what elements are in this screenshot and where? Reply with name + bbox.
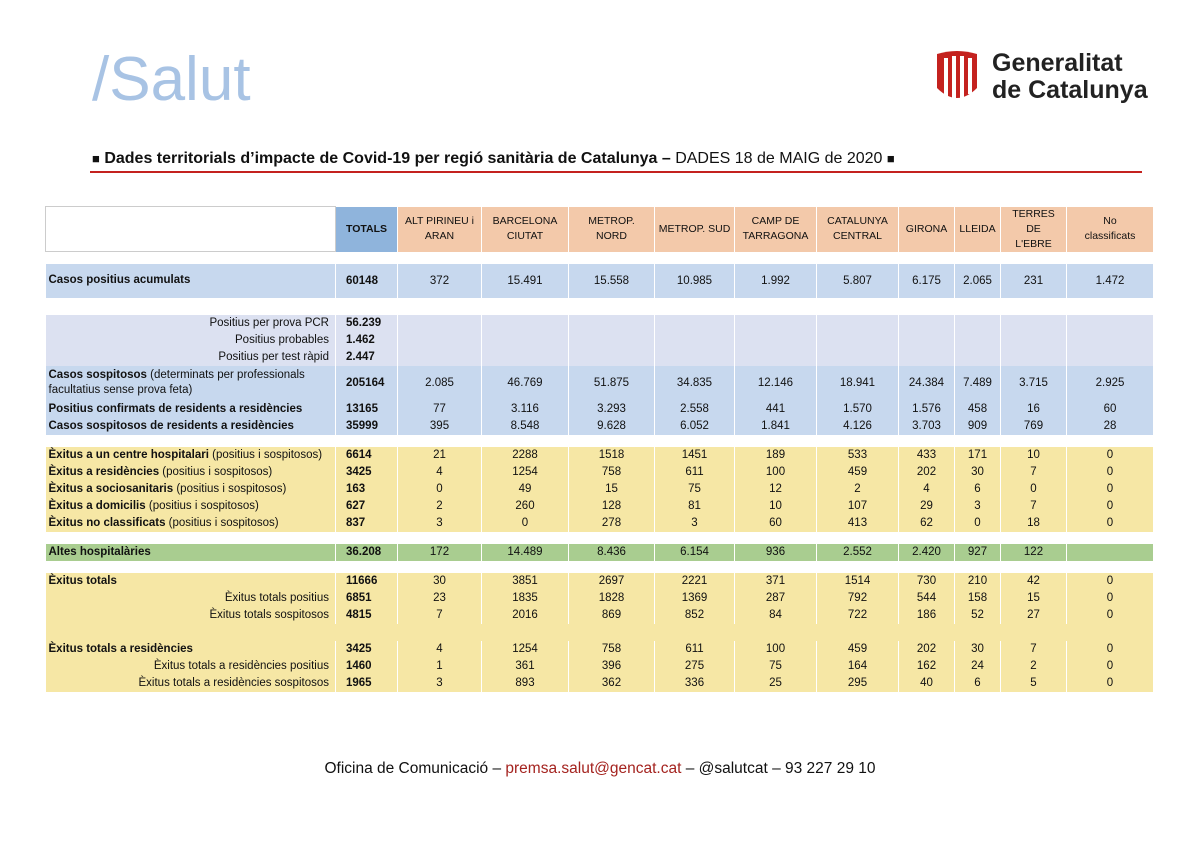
region-value-cell [817,315,899,332]
row-label [46,498,336,515]
total-cell: 2.447 [336,349,398,366]
row-label-bold: Èxitus a sociosanitaris [48,482,174,495]
covid-data-table [45,206,1154,692]
region-value-cell [655,332,735,349]
region-value-cell: 231 [1001,264,1067,298]
column-header: ALT PIRINEU i ARAN [398,207,482,252]
region-value-cell: 1.570 [817,401,899,418]
region-value-cell: 15.558 [569,264,655,298]
region-value-cell: 758 [569,464,655,481]
row-label: Altes hospitalàries [46,544,336,561]
region-value-cell: 2.085 [398,366,482,401]
region-value-cell: 1.841 [735,418,817,435]
region-value-cell: 6 [955,675,1001,692]
footer-office: Oficina de Comunicació – [324,760,502,777]
region-value-cell: 0 [1067,447,1154,464]
region-value-cell: 12.146 [735,366,817,401]
total-cell: 60148 [336,264,398,298]
row-label-note: (positius i sospitosos) [168,516,279,529]
region-value-cell: 4 [398,464,482,481]
header-row [46,207,1154,252]
region-value-cell [817,332,899,349]
region-value-cell: 2.925 [1067,366,1154,401]
row-label [46,515,336,532]
region-value-cell [1067,544,1154,561]
row-label: Èxitus totals a residències [46,641,336,658]
region-value-cell: 893 [482,675,569,692]
region-value-cell [398,349,482,366]
region-value-cell: 77 [398,401,482,418]
table-row [46,332,1154,349]
footer-handle-phone: – @salutcat – 93 227 29 10 [685,760,876,777]
total-cell: 1965 [336,675,398,692]
footer-contact [0,760,1200,778]
region-value-cell: 295 [817,675,899,692]
region-value-cell: 1.992 [735,264,817,298]
region-value-cell: 1 [398,658,482,675]
row-label: Casos sospitosos de residents a residències [46,418,336,435]
region-value-cell [655,349,735,366]
table-row [46,481,1154,498]
region-value-cell [955,349,1001,366]
region-value-cell: 2.065 [955,264,1001,298]
header-blank-cell [46,207,336,252]
region-value-cell: 441 [735,401,817,418]
region-value-cell: 186 [899,607,955,624]
table-row [46,264,1154,298]
region-value-cell: 1254 [482,464,569,481]
region-value-cell: 21 [398,447,482,464]
region-value-cell: 5.807 [817,264,899,298]
region-value-cell: 10.985 [655,264,735,298]
region-value-cell: 6 [955,481,1001,498]
region-value-cell: 758 [569,641,655,658]
region-value-cell [1067,349,1154,366]
region-value-cell: 3851 [482,573,569,590]
region-value-cell: 1.576 [899,401,955,418]
generalitat-logo [934,50,1148,104]
row-label-note: (determinats per professionals facultatius sense prova feta) [48,369,305,396]
region-value-cell: 15 [569,481,655,498]
region-value-cell: 24.384 [899,366,955,401]
heading-date: DADES 18 de MAIG de 2020 [675,150,883,167]
region-value-cell: 0 [1067,675,1154,692]
region-value-cell: 60 [1067,401,1154,418]
row-label: Èxitus totals a residències sospitosos [46,675,336,692]
logo-line-2: de Catalunya [992,76,1148,104]
table-row [46,464,1154,481]
column-header: No classificats [1067,207,1154,252]
total-cell: 627 [336,498,398,515]
region-value-cell: 2.552 [817,544,899,561]
region-value-cell: 42 [1001,573,1067,590]
table-row [46,315,1154,332]
region-value-cell [398,332,482,349]
column-header: METROP. SUD [655,207,735,252]
region-value-cell: 1451 [655,447,735,464]
region-value-cell: 458 [955,401,1001,418]
total-cell: 205164 [336,366,398,401]
region-value-cell: 30 [955,464,1001,481]
row-label: Positius probables [46,332,336,349]
region-value-cell: 2016 [482,607,569,624]
region-value-cell [398,315,482,332]
table-row [46,658,1154,675]
total-cell: 837 [336,515,398,532]
region-value-cell: 202 [899,641,955,658]
total-cell: 1.462 [336,332,398,349]
table-row [46,498,1154,515]
region-value-cell: 100 [735,641,817,658]
region-value-cell [1001,332,1067,349]
region-value-cell: 162 [899,658,955,675]
senyera-emblem-icon [934,50,980,104]
row-label: Èxitus totals [46,573,336,590]
region-value-cell: 336 [655,675,735,692]
row-label-bold: Èxitus a residències [48,465,160,478]
region-value-cell: 0 [482,515,569,532]
region-value-cell: 260 [482,498,569,515]
row-label-bold: Èxitus a un centre hospitalari [48,448,209,461]
region-value-cell: 52 [955,607,1001,624]
page-heading [92,150,895,168]
region-value-cell: 6.052 [655,418,735,435]
region-value-cell: 3.715 [1001,366,1067,401]
total-cell: 163 [336,481,398,498]
region-value-cell: 852 [655,607,735,624]
region-value-cell: 3 [398,675,482,692]
region-value-cell: 7 [1001,464,1067,481]
region-value-cell: 27 [1001,607,1067,624]
region-value-cell: 4 [899,481,955,498]
region-value-cell: 81 [655,498,735,515]
region-value-cell: 361 [482,658,569,675]
region-value-cell: 2288 [482,447,569,464]
row-label: Positius confirmats de residents a residències [46,401,336,418]
region-value-cell: 171 [955,447,1001,464]
region-value-cell: 2221 [655,573,735,590]
region-value-cell: 30 [398,573,482,590]
region-value-cell: 75 [735,658,817,675]
region-value-cell: 0 [1067,590,1154,607]
heading-divider [90,171,1142,173]
table-row [46,675,1154,692]
column-header: GIRONA [899,207,955,252]
region-value-cell [569,315,655,332]
total-cell: 36.208 [336,544,398,561]
column-header: LLEIDA [955,207,1001,252]
region-value-cell: 1369 [655,590,735,607]
region-value-cell: 0 [1067,464,1154,481]
region-value-cell: 15 [1001,590,1067,607]
region-value-cell: 287 [735,590,817,607]
square-bullet-icon: ■ [886,151,895,166]
row-label: Casos positius acumulats [46,264,336,298]
region-value-cell: 4 [398,641,482,658]
column-header: CATALUNYA CENTRAL [817,207,899,252]
region-value-cell: 172 [398,544,482,561]
row-label: Positius per test ràpid [46,349,336,366]
region-value-cell: 0 [955,515,1001,532]
table-row [46,366,1154,401]
region-value-cell: 3 [398,515,482,532]
region-value-cell: 1.472 [1067,264,1154,298]
region-value-cell: 5 [1001,675,1067,692]
region-value-cell [569,332,655,349]
region-value-cell: 34.835 [655,366,735,401]
region-value-cell: 372 [398,264,482,298]
region-value-cell: 25 [735,675,817,692]
region-value-cell: 8.548 [482,418,569,435]
row-label [46,464,336,481]
table-row [46,447,1154,464]
region-value-cell: 210 [955,573,1001,590]
region-value-cell: 18.941 [817,366,899,401]
heading-title: Dades territorials d’impacte de Covid-19 per regió sanitària de Catalunya – [104,150,671,167]
table-row [46,573,1154,590]
region-value-cell [899,332,955,349]
region-value-cell: 0 [1067,573,1154,590]
region-value-cell: 6.175 [899,264,955,298]
region-value-cell: 3.293 [569,401,655,418]
region-value-cell: 544 [899,590,955,607]
table-row [46,515,1154,532]
region-value-cell: 0 [1067,641,1154,658]
region-value-cell: 7 [1001,498,1067,515]
region-value-cell [817,349,899,366]
square-bullet-icon: ■ [92,151,100,166]
region-value-cell: 2 [398,498,482,515]
region-value-cell: 730 [899,573,955,590]
row-label-bold: Èxitus a domicilis [48,499,146,512]
salut-brand: /Salut [92,45,251,114]
region-value-cell: 10 [735,498,817,515]
total-cell: 3425 [336,464,398,481]
region-value-cell: 7 [1001,641,1067,658]
region-value-cell: 18 [1001,515,1067,532]
region-value-cell [569,349,655,366]
region-value-cell: 4.126 [817,418,899,435]
row-label: Èxitus totals a residències positius [46,658,336,675]
column-header: CAMP DE TARRAGONA [735,207,817,252]
column-header: TOTALS [336,207,398,252]
region-value-cell: 100 [735,464,817,481]
region-value-cell: 202 [899,464,955,481]
region-value-cell [899,315,955,332]
region-value-cell: 24 [955,658,1001,675]
region-value-cell: 0 [1067,498,1154,515]
region-value-cell: 1254 [482,641,569,658]
table-row [46,590,1154,607]
total-cell: 56.239 [336,315,398,332]
region-value-cell: 51.875 [569,366,655,401]
region-value-cell: 1514 [817,573,899,590]
region-value-cell: 769 [1001,418,1067,435]
region-value-cell [482,349,569,366]
region-value-cell: 0 [398,481,482,498]
column-header: METROP. NORD [569,207,655,252]
total-cell: 13165 [336,401,398,418]
region-value-cell: 107 [817,498,899,515]
row-label-bold: Èxitus no classificats [48,516,166,529]
region-value-cell: 611 [655,464,735,481]
region-value-cell: 275 [655,658,735,675]
region-value-cell: 611 [655,641,735,658]
region-value-cell [1001,349,1067,366]
table-row [46,641,1154,658]
row-label-bold: Casos sospitosos [48,369,147,381]
region-value-cell [482,332,569,349]
region-value-cell: 1518 [569,447,655,464]
region-value-cell: 792 [817,590,899,607]
region-value-cell: 371 [735,573,817,590]
region-value-cell: 927 [955,544,1001,561]
region-value-cell: 84 [735,607,817,624]
row-label-note: (positius i sospitosos) [162,465,273,478]
region-value-cell: 164 [817,658,899,675]
region-value-cell: 28 [1067,418,1154,435]
total-cell: 3425 [336,641,398,658]
region-value-cell: 62 [899,515,955,532]
region-value-cell [1067,315,1154,332]
region-value-cell: 128 [569,498,655,515]
table-row [46,401,1154,418]
table-row [46,349,1154,366]
region-value-cell: 0 [1067,658,1154,675]
region-value-cell: 29 [899,498,955,515]
region-value-cell: 14.489 [482,544,569,561]
row-label-note: (positius i sospitosos) [212,448,323,461]
region-value-cell: 189 [735,447,817,464]
region-value-cell: 2.558 [655,401,735,418]
row-label: Èxitus totals positius [46,590,336,607]
region-value-cell [1001,315,1067,332]
region-value-cell: 15.491 [482,264,569,298]
total-cell: 4815 [336,607,398,624]
region-value-cell: 413 [817,515,899,532]
region-value-cell: 16 [1001,401,1067,418]
region-value-cell: 396 [569,658,655,675]
region-value-cell: 395 [398,418,482,435]
region-value-cell: 158 [955,590,1001,607]
region-value-cell: 3 [655,515,735,532]
region-value-cell: 30 [955,641,1001,658]
column-header: BARCELONA CIUTAT [482,207,569,252]
total-cell: 11666 [336,573,398,590]
logo-line-1: Generalitat [992,49,1123,77]
table-row [46,607,1154,624]
region-value-cell [899,349,955,366]
region-value-cell [735,315,817,332]
region-value-cell: 12 [735,481,817,498]
region-value-cell: 2 [817,481,899,498]
region-value-cell: 533 [817,447,899,464]
region-value-cell: 3.703 [899,418,955,435]
region-value-cell: 46.769 [482,366,569,401]
region-value-cell: 9.628 [569,418,655,435]
region-value-cell: 1828 [569,590,655,607]
region-value-cell: 7 [398,607,482,624]
region-value-cell: 23 [398,590,482,607]
region-value-cell: 2.420 [899,544,955,561]
region-value-cell: 2697 [569,573,655,590]
region-value-cell: 722 [817,607,899,624]
total-cell: 35999 [336,418,398,435]
region-value-cell: 0 [1067,607,1154,624]
region-value-cell: 75 [655,481,735,498]
region-value-cell [955,315,1001,332]
table-row [46,418,1154,435]
row-label: Èxitus totals sospitosos [46,607,336,624]
region-value-cell: 122 [1001,544,1067,561]
region-value-cell: 0 [1067,515,1154,532]
region-value-cell [735,349,817,366]
row-label [46,366,336,401]
region-value-cell: 362 [569,675,655,692]
region-value-cell: 869 [569,607,655,624]
row-label [46,481,336,498]
region-value-cell: 40 [899,675,955,692]
region-value-cell: 1835 [482,590,569,607]
region-value-cell: 459 [817,464,899,481]
region-value-cell: 3 [955,498,1001,515]
row-label-note: (positius i sospitosos) [176,482,287,495]
total-cell: 6851 [336,590,398,607]
region-value-cell: 7.489 [955,366,1001,401]
region-value-cell [955,332,1001,349]
region-value-cell: 936 [735,544,817,561]
region-value-cell [655,315,735,332]
region-value-cell: 6.154 [655,544,735,561]
total-cell: 1460 [336,658,398,675]
region-value-cell: 2 [1001,658,1067,675]
region-value-cell: 3.116 [482,401,569,418]
column-header: TERRES DE L'EBRE [1001,207,1067,252]
region-value-cell [482,315,569,332]
region-value-cell: 909 [955,418,1001,435]
region-value-cell: 8.436 [569,544,655,561]
region-value-cell: 0 [1001,481,1067,498]
region-value-cell: 60 [735,515,817,532]
region-value-cell [735,332,817,349]
region-value-cell: 278 [569,515,655,532]
region-value-cell: 433 [899,447,955,464]
region-value-cell: 0 [1067,481,1154,498]
region-value-cell: 459 [817,641,899,658]
press-email-link[interactable]: premsa.salut@gencat.cat [505,760,682,777]
row-label [46,447,336,464]
region-value-cell: 49 [482,481,569,498]
table-row [46,544,1154,561]
region-value-cell: 10 [1001,447,1067,464]
row-label-note: (positius i sospitosos) [148,499,259,512]
row-label: Positius per prova PCR [46,315,336,332]
total-cell: 6614 [336,447,398,464]
region-value-cell [1067,332,1154,349]
